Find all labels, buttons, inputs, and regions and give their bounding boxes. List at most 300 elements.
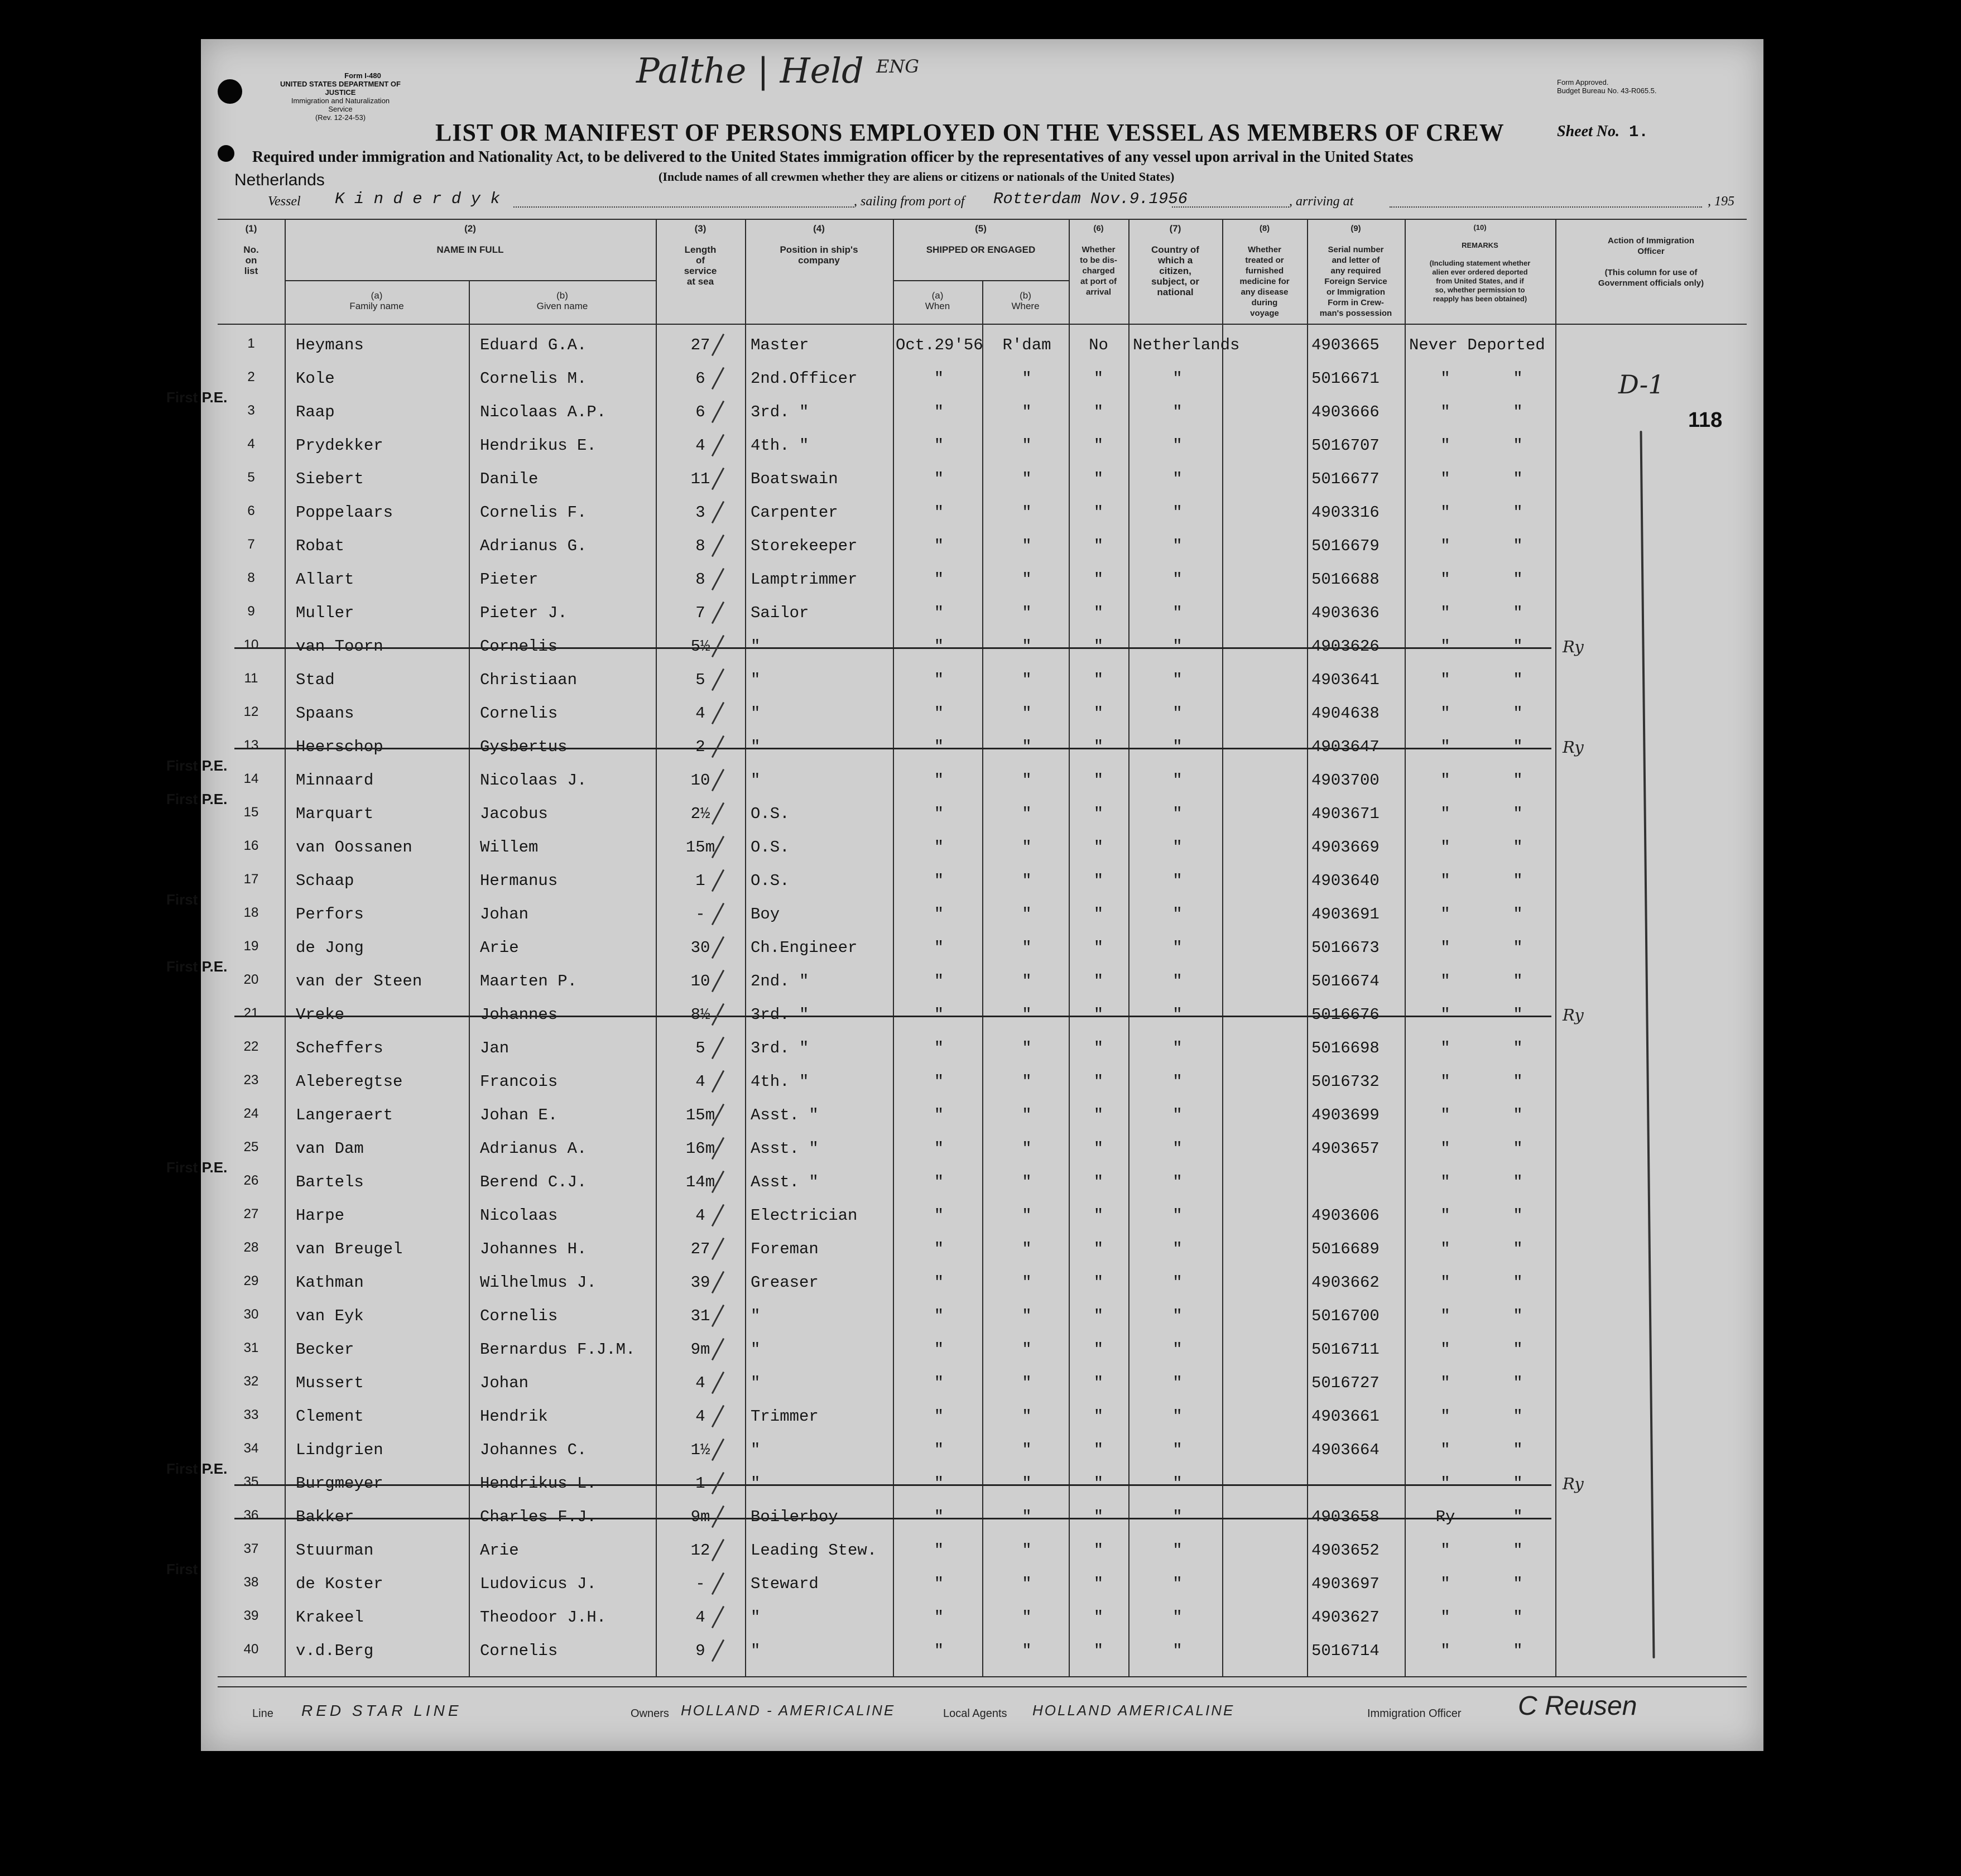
cell-no: 4: [247, 436, 255, 451]
cell-when: ": [934, 671, 944, 689]
cell-remarks: Never Deported: [1409, 336, 1545, 354]
cell-discharged: ": [1093, 1541, 1104, 1560]
cell-position: Greaser: [751, 1273, 819, 1292]
name-subheader-rule: [285, 280, 656, 281]
header-remarks: (10) REMARKS (Including statement whether alien ever ordered deported from United States, and if so, whether permission to reapply has been obtained): [1429, 223, 1531, 303]
cell-discharged: ": [1093, 1206, 1104, 1225]
cell-country: Netherlands: [1133, 336, 1240, 354]
cell-serial: 4903700: [1311, 771, 1380, 790]
header-name: (2) NAME IN FULL: [436, 223, 504, 255]
cell-remarks: ": [1440, 1106, 1450, 1124]
table-row: [166, 1561, 1747, 1600]
margin-note: 118: [1688, 408, 1723, 432]
table-row: [218, 596, 1747, 629]
cell-service: 3: [695, 503, 705, 522]
cell-remarks: ": [1440, 738, 1450, 756]
cell-serial: 4903640: [1311, 872, 1380, 890]
cell-where: ": [1022, 637, 1032, 656]
cell-no: 27: [243, 1206, 259, 1221]
cell-service: 27: [690, 1240, 710, 1258]
cell-given: Jan: [480, 1039, 510, 1057]
form-number: Form I-480: [344, 71, 381, 80]
cell-no: 21: [243, 1006, 259, 1021]
cell-position: ": [751, 1642, 761, 1660]
cell-remarks2: ": [1513, 436, 1523, 455]
cell-given: Cornelis: [480, 1642, 558, 1660]
header-position: (4) Position in ship's company: [780, 223, 858, 266]
table-row: [218, 1333, 1747, 1366]
cell-remarks: ": [1440, 1642, 1450, 1660]
cell-when: ": [934, 1474, 944, 1493]
cell-remarks: ": [1440, 1474, 1450, 1493]
cell-family: van Oossanen: [296, 838, 412, 857]
cell-remarks2: ": [1513, 671, 1523, 689]
cell-remarks2: ": [1513, 1039, 1523, 1057]
cell-family: Heymans: [296, 336, 364, 354]
cell-family: de Jong: [296, 939, 364, 957]
cell-position: ": [751, 738, 761, 756]
line-value: RED STAR LINE: [301, 1702, 462, 1719]
cell-where: ": [1022, 470, 1032, 488]
cell-position: O.S.: [751, 838, 790, 857]
cell-remarks: ": [1440, 1340, 1450, 1359]
cell-country: ": [1172, 1474, 1183, 1493]
cell-where: ": [1022, 1072, 1032, 1091]
cell-where: ": [1022, 1340, 1032, 1359]
table-row: [218, 1366, 1747, 1399]
cell-serial: 4903661: [1311, 1407, 1380, 1426]
cell-no: 16: [243, 838, 259, 853]
cell-given: Francois: [480, 1072, 558, 1091]
cell-when: ": [934, 637, 944, 656]
table-row: [166, 389, 1747, 429]
cell-given: Berend C.J.: [480, 1173, 587, 1191]
vessel-name: K i n d e r d y k: [335, 190, 500, 208]
cell-no: 13: [243, 738, 259, 753]
required-notice: Required under immigration and Nationality Act, to be delivered to the United States immigration officer by the representatives of any vessel upon arrival in the United States: [252, 148, 1414, 166]
cell-service: 4: [695, 1374, 705, 1392]
cell-remarks: ": [1440, 470, 1450, 488]
cell-service: 39: [690, 1273, 710, 1292]
cell-when: ": [934, 1508, 944, 1526]
cell-family: Robat: [296, 537, 345, 555]
cell-family: Siebert: [296, 470, 364, 488]
cell-when: ": [934, 1173, 944, 1191]
cell-no: 10: [243, 637, 259, 652]
table-row: [218, 429, 1747, 462]
cell-family: Poppelaars: [296, 503, 393, 522]
cell-position: ": [751, 1340, 761, 1359]
cell-remarks2: ": [1513, 872, 1523, 890]
cell-service: 10: [690, 972, 710, 990]
cell-remarks2: ": [1513, 1240, 1523, 1258]
cell-action: Ry: [1563, 1006, 1584, 1024]
cell-position: Trimmer: [751, 1407, 819, 1426]
cell-country: ": [1172, 704, 1183, 723]
cell-remarks2: ": [1513, 838, 1523, 857]
cell-when: ": [934, 1374, 944, 1392]
cell-service: 4: [695, 704, 705, 723]
cell-country: ": [1172, 1340, 1183, 1359]
cell-family: Minnaard: [296, 771, 374, 790]
officer-label: Immigration Officer: [1367, 1707, 1462, 1720]
cell-discharged: ": [1093, 1139, 1104, 1158]
cell-position: ": [751, 771, 761, 790]
cell-country: ": [1172, 1072, 1183, 1091]
cell-position: 3rd. ": [751, 1006, 809, 1024]
cell-position: 4th. ": [751, 436, 809, 455]
header-service-length: (3) Length of service at sea: [684, 223, 717, 287]
cell-action: Ry: [1563, 738, 1584, 757]
cell-given: Pieter J.: [480, 604, 568, 622]
cell-position: Lamptrimmer: [751, 570, 858, 589]
table-row: [218, 1433, 1747, 1466]
table-row: [218, 1634, 1747, 1667]
cell-no: 38: [243, 1575, 259, 1590]
cell-discharged: ": [1093, 872, 1104, 890]
cell-service: 2½: [690, 805, 710, 823]
side-note: First P.E.: [166, 1460, 228, 1477]
punch-hole: [218, 145, 234, 162]
cell-given: Cornelis M.: [480, 369, 587, 388]
cell-remarks2: ": [1513, 1374, 1523, 1392]
table-row: [218, 1266, 1747, 1299]
cell-service: 31: [690, 1307, 710, 1325]
cell-remarks: ": [1440, 905, 1450, 923]
cell-remarks2: ": [1513, 1508, 1523, 1526]
cell-given: Nicolaas J.: [480, 771, 587, 790]
table-top-rule: [218, 219, 1747, 220]
cell-no: 14: [243, 771, 259, 786]
cell-given: Arie: [480, 1541, 519, 1560]
cell-no: 1: [247, 336, 255, 351]
cell-family: van Breugel: [296, 1240, 403, 1258]
cell-given: Cornelis: [480, 704, 558, 723]
cell-position: 2nd. ": [751, 972, 809, 990]
cell-family: Scheffers: [296, 1039, 383, 1057]
cell-discharged: ": [1093, 1072, 1104, 1091]
cell-given: Nicolaas: [480, 1206, 558, 1225]
cell-discharged: ": [1093, 503, 1104, 522]
table-row: [218, 1399, 1747, 1433]
manifest-sheet: [166, 39, 1763, 1751]
cell-no: 22: [243, 1039, 259, 1054]
arriving-label: , arriving at: [1289, 194, 1354, 209]
year-label: , 195: [1708, 194, 1734, 209]
cell-family: Stuurman: [296, 1541, 374, 1560]
table-row: [218, 362, 1747, 395]
strike-through-line: [234, 748, 1551, 749]
cell-discharged: ": [1093, 1006, 1104, 1024]
cell-service: 7: [695, 604, 705, 622]
cell-service: 14m: [685, 1173, 715, 1191]
cell-discharged: ": [1093, 671, 1104, 689]
form-service: Immigration and Naturalization Service: [291, 97, 390, 113]
cell-service: 30: [690, 939, 710, 957]
cell-discharged: ": [1093, 1106, 1104, 1124]
cell-service: 5½: [690, 637, 710, 656]
cell-country: ": [1172, 1139, 1183, 1158]
cell-family: Bakker: [296, 1508, 354, 1526]
table-row: [218, 1199, 1747, 1232]
cell-no: 33: [243, 1407, 259, 1422]
table-row: [218, 496, 1747, 529]
cell-no: 8: [247, 570, 255, 585]
cell-remarks2: ": [1513, 1407, 1523, 1426]
punch-hole: [218, 79, 242, 104]
cell-serial: 5016707: [1311, 436, 1380, 455]
cell-remarks2: ": [1513, 1139, 1523, 1158]
cell-serial: 5016700: [1311, 1307, 1380, 1325]
cell-serial: 5016674: [1311, 972, 1380, 990]
table-row: [218, 629, 1747, 663]
table-row: [218, 1232, 1747, 1266]
cell-no: 12: [243, 704, 259, 719]
country-of-origin: Netherlands: [234, 171, 325, 189]
cell-discharged: ": [1093, 771, 1104, 790]
cell-no: 28: [243, 1240, 259, 1255]
cell-given: Pieter: [480, 570, 539, 589]
cell-where: ": [1022, 738, 1032, 756]
cell-where: ": [1022, 771, 1032, 790]
cell-serial: 5016673: [1311, 939, 1380, 957]
cell-service: -: [695, 905, 705, 923]
cell-discharged: ": [1093, 1575, 1104, 1593]
cell-no: 2: [247, 369, 255, 384]
cell-no: 30: [243, 1307, 259, 1322]
table-row: [218, 1098, 1747, 1132]
cell-position: ": [751, 1374, 761, 1392]
cell-serial: 4903671: [1311, 805, 1380, 823]
cell-remarks: ": [1440, 1307, 1450, 1325]
cell-service: 2: [695, 738, 705, 756]
cell-serial: 4903652: [1311, 1541, 1380, 1560]
cell-discharged: ": [1093, 972, 1104, 990]
cell-when: ": [934, 1273, 944, 1292]
cell-no: 24: [243, 1106, 259, 1121]
cell-discharged: ": [1093, 1039, 1104, 1057]
cell-given: Bernardus F.J.M.: [480, 1340, 636, 1359]
cell-discharged: ": [1093, 1474, 1104, 1493]
cell-country: ": [1172, 671, 1183, 689]
cell-service: 1½: [690, 1441, 710, 1459]
cell-remarks: ": [1440, 1374, 1450, 1392]
officer-signature: C Reusen: [1518, 1691, 1637, 1721]
cell-remarks: ": [1440, 503, 1450, 522]
cell-where: ": [1022, 537, 1032, 555]
line-label: Line: [252, 1707, 273, 1720]
cell-family: van der Steen: [296, 972, 422, 990]
cell-service: 1: [695, 1474, 705, 1493]
cell-country: ": [1172, 872, 1183, 890]
side-note: First: [166, 1561, 198, 1577]
cell-position: Boilerboy: [751, 1508, 838, 1526]
cell-service: 15m: [685, 1106, 715, 1124]
cell-discharged: ": [1093, 1340, 1104, 1359]
cell-where: ": [1022, 1374, 1032, 1392]
sheet-number-label: [1557, 123, 1648, 141]
cell-family: v.d.Berg: [296, 1642, 374, 1660]
cell-position: Foreman: [751, 1240, 819, 1258]
cell-no: 32: [243, 1374, 259, 1389]
cell-remarks: ": [1440, 704, 1450, 723]
cell-service: 5: [695, 1039, 705, 1057]
cell-where: ": [1022, 503, 1032, 522]
cell-no: 20: [243, 972, 259, 987]
cell-remarks2: ": [1513, 1575, 1523, 1593]
cell-where: ": [1022, 1106, 1032, 1124]
cell-serial: 4903669: [1311, 838, 1380, 857]
cell-remarks2: ": [1513, 905, 1523, 923]
cell-remarks: Ry: [1435, 1508, 1455, 1526]
cell-remarks2: ": [1513, 1474, 1523, 1493]
header-list-number: (1) No. on list: [243, 223, 259, 276]
cell-no: 18: [243, 905, 259, 920]
cell-position: Boatswain: [751, 470, 838, 488]
cell-remarks2: ": [1513, 972, 1523, 990]
cell-remarks2: ": [1513, 470, 1523, 488]
cell-country: ": [1172, 570, 1183, 589]
cell-country: ": [1172, 637, 1183, 656]
cell-remarks2: ": [1513, 503, 1523, 522]
cell-position: Electrician: [751, 1206, 858, 1225]
cell-discharged: ": [1093, 1508, 1104, 1526]
table-row: [166, 791, 1747, 830]
cell-serial: 5016689: [1311, 1240, 1380, 1258]
cell-where: ": [1022, 1441, 1032, 1459]
cell-discharged: ": [1093, 1374, 1104, 1392]
owners-label: Owners: [631, 1707, 669, 1720]
cell-where: ": [1022, 1642, 1032, 1660]
table-bottom-rule: [218, 1676, 1747, 1677]
cell-where: ": [1022, 369, 1032, 388]
cell-no: 11: [244, 671, 258, 686]
cell-service: 27: [690, 336, 710, 354]
cell-position: Ch.Engineer: [751, 939, 858, 957]
cell-remarks2: ": [1513, 403, 1523, 421]
cell-no: 7: [247, 537, 255, 552]
table-row: [218, 1031, 1747, 1065]
cell-when: ": [934, 1206, 944, 1225]
cell-country: ": [1172, 1273, 1183, 1292]
cell-remarks: ": [1440, 1072, 1450, 1091]
owners-value: HOLLAND - AMERICALINE: [681, 1702, 896, 1719]
cell-when: ": [934, 1006, 944, 1024]
cell-country: ": [1172, 604, 1183, 622]
crew-table: [166, 219, 1747, 1677]
cell-country: ": [1172, 537, 1183, 555]
vessel-label: Vessel: [268, 194, 301, 209]
cell-country: ": [1172, 1541, 1183, 1560]
cell-remarks2: ": [1513, 704, 1523, 723]
side-note: First P.E.: [166, 1159, 228, 1176]
cell-country: ": [1172, 1642, 1183, 1660]
cell-position: ": [751, 1474, 761, 1493]
table-row: [218, 1600, 1747, 1634]
cell-when: ": [934, 738, 944, 756]
cell-no: 19: [243, 939, 259, 954]
cell-serial: 4904638: [1311, 704, 1380, 723]
cell-action: Ry: [1563, 637, 1584, 656]
cell-position: Master: [751, 336, 809, 354]
cell-given: Cornelis: [480, 637, 558, 656]
cell-service: 1: [695, 872, 705, 890]
cell-country: ": [1172, 1206, 1183, 1225]
sailing-port-date: Rotterdam Nov.9.1956: [993, 190, 1188, 208]
cell-remarks2: ": [1513, 771, 1523, 790]
side-note: First P.E.: [166, 791, 228, 807]
cell-given: Cornelis F.: [480, 503, 587, 522]
cell-no: 40: [243, 1642, 259, 1657]
header-family-name: (a) Family name: [349, 290, 404, 311]
cell-no: 26: [243, 1173, 259, 1188]
cell-service: 4: [695, 436, 705, 455]
form-approval: [1557, 78, 1657, 95]
header-when: (a) When: [925, 290, 950, 311]
cell-service: 6: [695, 403, 705, 421]
vessel-line: [268, 190, 1763, 212]
table-row: [218, 663, 1747, 696]
cell-no: 31: [243, 1340, 259, 1355]
cell-given: Willem: [480, 838, 539, 857]
cell-when: ": [934, 905, 944, 923]
cell-no: 5: [247, 470, 255, 485]
cell-given: Adrianus A.: [480, 1139, 587, 1158]
cell-country: ": [1172, 1374, 1183, 1392]
cell-remarks2: ": [1513, 1173, 1523, 1191]
cell-when: ": [934, 1307, 944, 1325]
cell-when: Oct.29'56: [896, 336, 983, 354]
cell-remarks: ": [1440, 1608, 1450, 1627]
cell-discharged: ": [1093, 537, 1104, 555]
cell-discharged: ": [1093, 1240, 1104, 1258]
table-row: [166, 958, 1747, 998]
cell-given: Eduard G.A.: [480, 336, 587, 354]
side-note: First P.E.: [166, 389, 228, 406]
cell-given: Gysbertus: [480, 738, 568, 756]
cell-serial: 4903666: [1311, 403, 1380, 421]
cell-given: Charles F.J.: [480, 1508, 597, 1526]
cell-when: ": [934, 1642, 944, 1660]
cell-serial: 5016676: [1311, 1006, 1380, 1024]
cell-service: -: [695, 1575, 705, 1593]
cell-remarks2: ": [1513, 637, 1523, 656]
cell-discharged: ": [1093, 704, 1104, 723]
cell-remarks: ": [1440, 604, 1450, 622]
table-row: [166, 1159, 1747, 1199]
arriving-dotted-line: [1390, 206, 1702, 208]
sheet-number: 1.: [1629, 123, 1648, 141]
cell-service: 10: [690, 771, 710, 790]
sailing-label: , sailing from port of: [854, 194, 965, 209]
cell-family: Kole: [296, 369, 335, 388]
cell-family: Lindgrien: [296, 1441, 383, 1459]
cell-serial: 5016698: [1311, 1039, 1380, 1057]
cell-discharged: ": [1093, 470, 1104, 488]
cell-remarks2: ": [1513, 1541, 1523, 1560]
cell-family: Aleberegtse: [296, 1072, 403, 1091]
header-immigration-action: Action of Immigration Officer (This column for use of Government officials only): [1598, 236, 1704, 288]
cell-position: 3rd. ": [751, 403, 809, 421]
cell-serial: 4903647: [1311, 738, 1380, 756]
cell-where: ": [1022, 436, 1032, 455]
cell-no: 35: [243, 1474, 259, 1489]
cell-service: 16m: [685, 1139, 715, 1158]
budget-text: Budget Bureau No. 43-R065.5.: [1557, 86, 1657, 95]
cell-position: Steward: [751, 1575, 819, 1593]
cell-service: 5: [695, 671, 705, 689]
cell-remarks: ": [1440, 1039, 1450, 1057]
